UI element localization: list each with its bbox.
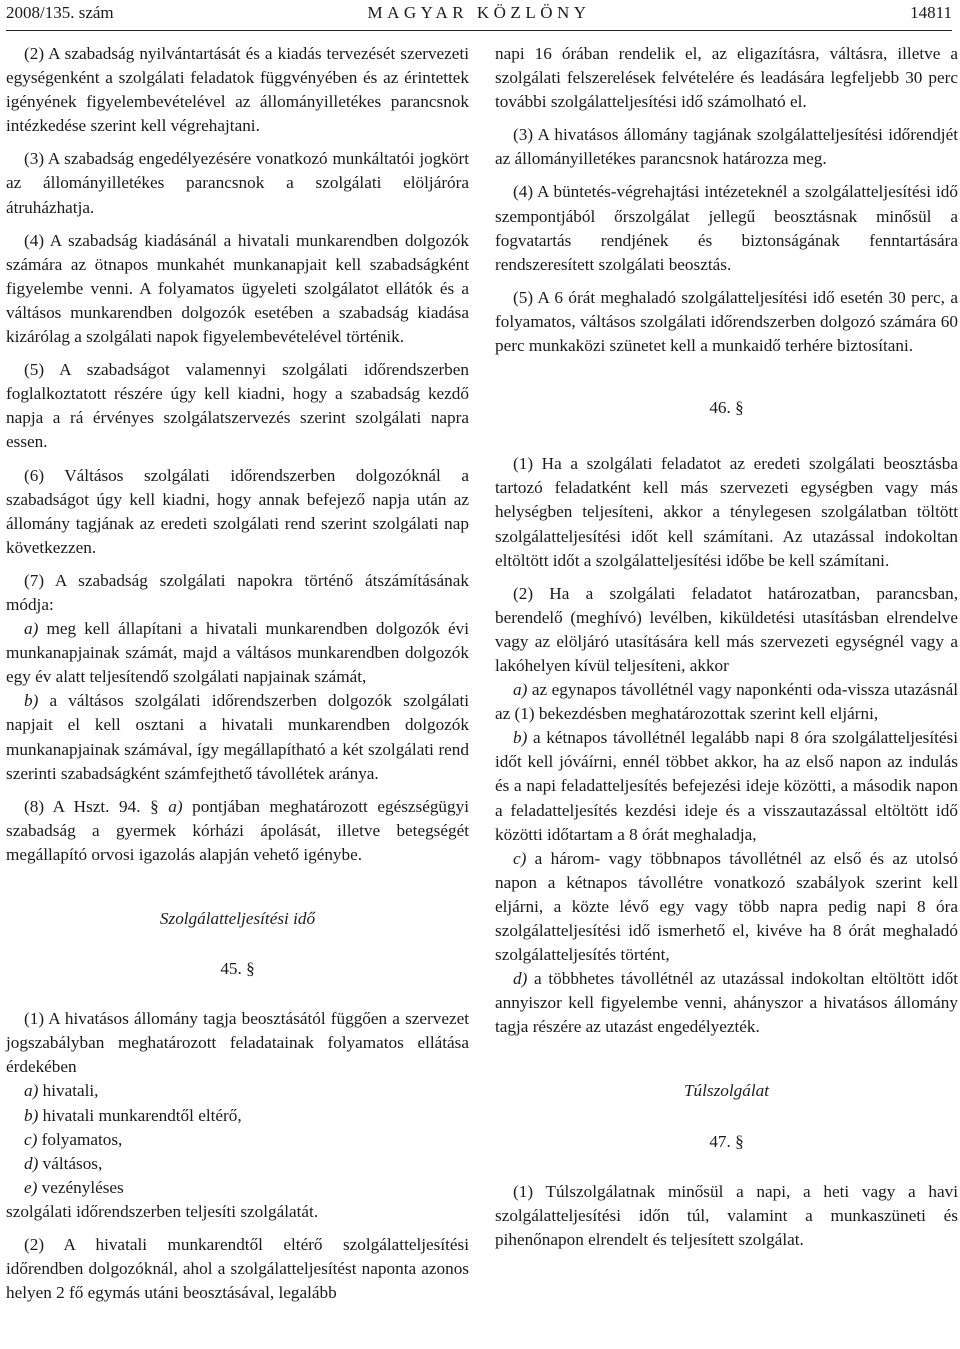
item-text: a váltásos szolgálati időrendszerben dolgozók szolgálati napjait el kell osztani a hivatali munkarendben dolgozók munkanapjainak számával, így megállapítható a két szolgálati rend szerinti szabadságként számfejthető távollétek aránya. [6, 691, 469, 783]
continuation-paragraph: napi 16 órában rendelik el, az eligazításra, váltásra, illetve a szolgálati felszerelések felvételére és leadására legfeljebb 30 perc további szolgálatteljesítési idő számolható el. [495, 44, 958, 112]
s46-item-d [495, 967, 958, 1039]
paragraph-7a [6, 617, 469, 689]
item-text: hivatali munkarendtől eltérő, [38, 1105, 242, 1125]
item-text: meg kell állapítani a hivatali munkarendben dolgozók évi munkanapjainak számát, majd a váltásos munkarendben dolgozók egy év alatt teljesítendő szolgálati napjainak számát, [6, 619, 469, 687]
paragraph-3: (3) A szabadság engedélyezésére vonatkozó munkáltatói jogkört az állományilletékes parancsnok a szolgálati elöljáróra átruházhatja. [6, 149, 469, 217]
item-mark: e) [24, 1177, 38, 1197]
item-mark: a) [158, 796, 183, 816]
s46-paragraph-1: (1) Ha a szolgálati feladatot az eredeti szolgálati beosztásba tartozó feladatként kell más szervezeti egységben vagy más helységben teljesíteni, akkor a ténylegesen szolgálatban töltött szolgálatteljesítési időt kell számítani. Az utazással indokoltan eltöltött időt a szolgálatteljesítési időbe be kell számítani. [495, 454, 958, 570]
item-text: a kétnapos távollétnél legalább napi 8 óra szolgálatteljesítési időt kell jóváírni, ennél többet akkor, ha az első napon az indulás és a napi feladatteljesítés befejezési ideje közötti, a második napon a feladatteljesítés kezdési ideje és a visszautazással eltöltött idő közötti időtartam a 8 órát meghaladja, [495, 728, 958, 844]
item-mark: c) [24, 1129, 38, 1149]
item-text: váltásos, [38, 1153, 103, 1173]
s46-item-b [495, 726, 958, 846]
item-text: hivatali, [38, 1081, 99, 1101]
item-mark: d) [24, 1153, 39, 1173]
section-title: Szolgálatteljesítési idő [159, 909, 316, 928]
item-text: a többhetes távollétnél az utazással indokoltan eltöltött időt annyiszor kell figyelembe venni, ahányszor a hivatásos állomány tagja részére az utazást engedélyezték. [495, 969, 958, 1037]
item-mark: c) [513, 848, 527, 868]
s45-list-item [6, 1176, 469, 1200]
item-text: pontjában meghatározott egészségügyi szabadság a gyermek kórházi ápolását, illetve betegségét megállapító orvosi igazolás alapján vehető igénybe. [6, 796, 469, 864]
s46-item-a [495, 678, 958, 726]
item-mark: a) [24, 619, 39, 639]
paragraph-7b [6, 689, 469, 785]
paragraph-5: (5) A 6 órát meghaladó szolgálatteljesítési idő esetén 30 perc, a folyamatos, váltásos szolgálati időrendszerben dolgozó számára 60 perc munkaközi szünetet kell a munkaidő terhére biztosítani. [495, 287, 958, 356]
paragraph-6: (6) Váltásos szolgálati időrendszerben dolgozóknál a szabadságot úgy kell kiadni, hogy annak befejező napja után az állomány tagjának az eredeti szolgálati rend szerint szolgálati nap következzen. [6, 465, 469, 557]
s45-paragraph-1-intro: (1) A hivatásos állomány tagja beosztásától függően a szervezet jogszabályban meghatározott feladatainak folyamatos ellátása érdekében [6, 1009, 469, 1077]
item-text: az egynapos távollétnél vagy naponkénti oda-vissza utazásnál az (1) bekezdésben meghatározottak szerint kell eljárni, [495, 680, 958, 724]
paragraph-7-intro: (7) A szabadság szolgálati napokra történő átszámításának módja: [6, 570, 469, 614]
paragraph-4: (4) A büntetés-végrehajtási intézeteknél a szolgálatteljesítési idő szempontjából őrszolgálat jellegű beosztásnak minősül a fogvatartás rendjének és biztonságának fenntartására rendszeresített szolgálati beosztás. [495, 182, 958, 274]
paragraph-2: (2) A szabadság nyilvántartását és a kiadás tervezését szervezeti egységenként a szolgálati feladatok függvényében és az érintettek igényének figyelembevételével az állományilletékes parancsnok intézkedése szerint kell végrehajtani. [6, 44, 469, 136]
s45-list [6, 1079, 469, 1199]
paragraph-3: (3) A hivatásos állomány tagjának szolgálatteljesítési időrendjét az állományilletékes parancsnok határozza meg. [495, 125, 958, 169]
s45-list-item [6, 1152, 469, 1176]
issue-number: 2008/135. szám [6, 3, 114, 22]
s45-paragraph-2: (2) A hivatali munkarendtől eltérő szolgálatteljesítési időrendben dolgozóknál, ahol a szolgálatteljesítést naponta azonos helyen 2 fő egymás utáni beosztásával, legalább [6, 1235, 469, 1303]
paragraph-4: (4) A szabadság kiadásánál a hivatali munkarendben dolgozók számára az ötnapos munkahét munkanapjait kell szabadságként figyelembe venni. A folyamatos ügyeleti szolgálatot ellátók és a váltásos munkarendben dolgozók esetében a szabadság kiadása kizárólag a szolgálati napok figyelembevételével történik. [6, 230, 469, 347]
item-text: vezényléses [37, 1177, 124, 1197]
item-mark: b) [24, 691, 39, 711]
journal-title: MAGYAR KÖZLÖNY [367, 3, 591, 22]
s46-paragraph-2: (2) Ha a szolgálati feladatot határozatban, parancsban, berendelő (meghívó) levélben, kiküldetési utasításban elrendelve vagy az elöljáró utasítására kell más szervezeti egységnél vagy a lakóhelyen kívül teljesíteni, akkor [495, 583, 958, 675]
item-mark: a) [24, 1081, 39, 1101]
paragraph-5: (5) A szabadságot valamennyi szolgálati időrendszerben foglalkoztatott részére úgy kell kiadni, hogy a szabadság kezdő napja a rá érvényes szolgálatszervezés szerint szolgálati napra essen. [6, 360, 469, 452]
s46-item-c [495, 847, 958, 967]
item-mark: b) [513, 728, 528, 748]
section-number-46: 46. § [709, 398, 744, 418]
s47-paragraph-1: (1) Túlszolgálatnak minősül a napi, a heti vagy a havi szolgálatteljesítési időn túl, valamint a munkaszüneti és pihenőnapon elrendelt és teljesített szolgálat. [495, 1181, 958, 1249]
item-text: folyamatos, [37, 1129, 123, 1149]
s45-list-item [6, 1079, 469, 1103]
section-title-tulszolgalat: Túlszolgálat [683, 1081, 769, 1101]
s45-paragraph-1-outro: szolgálati időrendszerben teljesíti szolgálatát. [6, 1201, 319, 1221]
item-mark: d) [513, 969, 528, 989]
section-number-45: 45. § [220, 959, 255, 979]
s45-list-item [6, 1104, 469, 1128]
s45-list-item [6, 1128, 469, 1152]
item-mark: a) [513, 680, 528, 700]
page-number: 14811 [910, 3, 952, 22]
right-column [495, 42, 958, 1349]
page-header [6, 0, 952, 31]
item-text: a három- vagy többnapos távollétnél az első és az utolsó napon a kétnapos távollétre vonatkozó szabályok szerint kell eljárni, a közte lévő egy vagy több napra pedig napi 8 óra szolgálatteljesítési idő ismerhető el, kivéve ha 8 órát meghaladó szolgálatteljesítés történt, [495, 848, 958, 965]
paragraph-8 [6, 795, 469, 867]
item-mark: b) [24, 1105, 39, 1125]
section-number-47: 47. § [709, 1131, 744, 1151]
left-column [6, 42, 469, 1349]
p8-prefix: (8) A Hszt. 94. § [24, 796, 159, 816]
